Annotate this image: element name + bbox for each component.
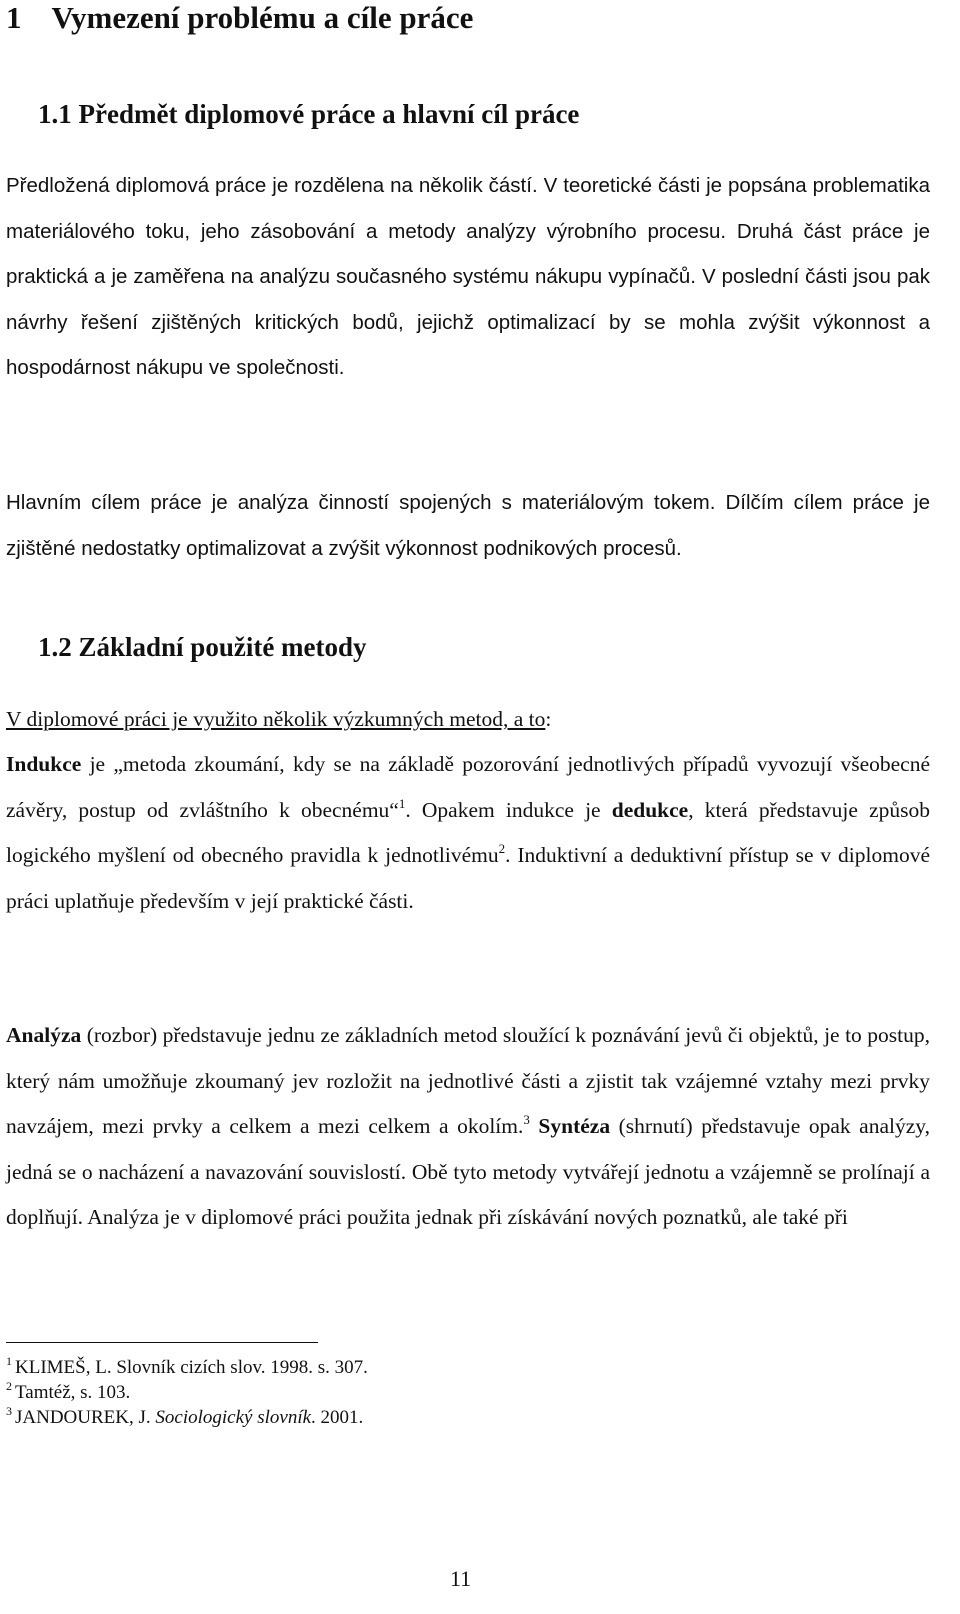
methods-intro-colon: :: [545, 707, 552, 731]
analysis-text-1: (rozbor) představuje jednu ze základních metod sloužící k poznávání jevů či objektů, je to postup, který nám umožňuje zkoumaný jev rozložit na jednotlivé části a zjistit tak vzájemné vztahy mezi prvky navzájem, mezi prvky a celkem a mezi celkem a okolím.: [6, 1023, 930, 1138]
term-deduction: dedukce: [611, 797, 689, 822]
chapter-number: 1: [6, 0, 22, 35]
chapter-title: Vymezení problému a cíle práce: [51, 0, 474, 35]
footnote-2-text: Tamtéž, s. 103.: [15, 1382, 131, 1403]
footnote-3: [6, 1406, 363, 1430]
paragraph-goal: Hlavním cílem práce je analýza činností spojených s materiálovým tokem. Dílčím cílem práce je zjištěné nedostatky optimalizovat a zvýšit výkonnost podnikových procesů.: [6, 491, 930, 560]
footnote-ref-1: 1: [398, 795, 406, 811]
paragraph-induction: [6, 742, 930, 924]
term-induction: Indukce: [6, 752, 82, 776]
section-heading-1-2: 1.2 Základní použité metody: [38, 632, 367, 662]
analysis-text-2: (shrnutí) představuje opak analýzy, jedná se o nacházení a navazování souvislostí. Obě tyto metody vytvářejí jednotu a vzájemně se prolínají a doplňují. Analýza je v diplomové práci použita jednak při získávání nových poznatků, ale také při: [6, 1114, 931, 1229]
footnote-ref-2: 2: [498, 841, 506, 856]
paragraph-analysis: [6, 1013, 930, 1241]
footnote-3-number: 3: [6, 1404, 12, 1418]
section-heading-1-1: 1.1 Předmět diplomové práce a hlavní cíl práce: [38, 99, 580, 129]
footnote-ref-3: 3: [523, 1112, 530, 1127]
term-analysis: Analýza: [6, 1023, 82, 1047]
induction-text-1: je „metoda zkoumání, kdy se na základě pozorování jednotlivých případů vyvozují všeobecné závěry, postup od zvláštního k obecnému“: [6, 752, 930, 822]
footnote-1: [6, 1356, 368, 1380]
footnote-separator: [6, 1342, 318, 1343]
footnote-3-title: Sociologický slovník: [155, 1407, 312, 1428]
induction-text-3: , která představuje způsob logického myšlení od obecného pravidla k jednotlivému: [6, 797, 930, 867]
paragraph-intro: Předložená diplomová práce je rozdělena na několik částí. V teoretické části je popsána problematika materiálového toku, jeho zásobování a metody analýzy výrobního procesu. Druhá část práce je praktická a je zaměřena na analýzu současného systému nákupu vypínačů. V poslední části jsou pak návrhy řešení zjištěných kritických bodů, jejichž optimalizací by se mohla zvýšit výkonnost a hospodárnost nákupu ve společnosti.: [6, 174, 930, 379]
footnote-2: [6, 1381, 130, 1405]
footnote-1-text: KLIMEŠ, L. Slovník cizích slov. 1998. s. 307.: [15, 1357, 368, 1378]
footnote-3-text-post: . 2001.: [311, 1407, 364, 1428]
page-number: 11: [450, 1566, 472, 1591]
induction-text-2: . Opakem indukce je: [405, 797, 612, 822]
paragraph-methods-intro: [6, 697, 930, 743]
term-synthesis: Syntéza: [538, 1114, 611, 1138]
footnote-2-number: 2: [6, 1379, 12, 1393]
footnote-1-number: 1: [6, 1354, 12, 1368]
chapter-heading: [6, 0, 473, 36]
methods-intro-text: V diplomové práci je využito několik výzkumných metod, a to: [6, 707, 546, 731]
induction-text-4: . Induktivní a deduktivní přístup se v diplomové práci uplatňuje především v její praktické části.: [6, 843, 930, 913]
footnote-3-text-pre: JANDOUREK, J.: [15, 1407, 156, 1428]
